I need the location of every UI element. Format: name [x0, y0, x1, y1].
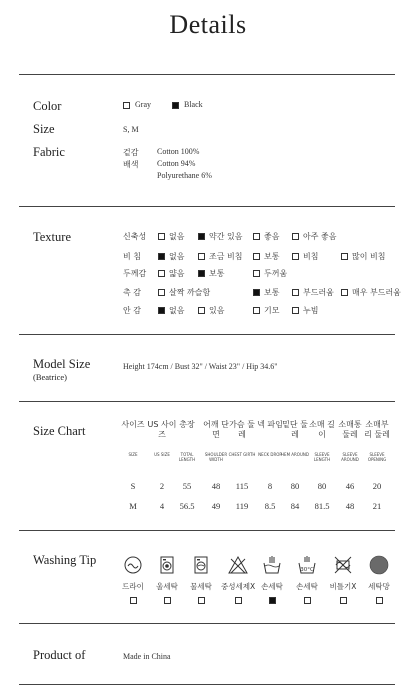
divider — [19, 401, 395, 402]
texture-checkbox[interactable] — [198, 233, 205, 240]
size-chart-cell: 80 — [290, 481, 300, 491]
texture-option-label: 기모 — [264, 306, 280, 315]
size-chart-cell: 8 — [267, 481, 273, 491]
texture-option-label: 조금 비침 — [209, 252, 243, 261]
color-option-label: Black — [184, 100, 203, 109]
size-chart-header: 사이즈 — [121, 420, 145, 429]
fabric-label: Fabric — [33, 145, 65, 159]
hand-wash-30-icon — [297, 555, 317, 575]
texture-checkbox[interactable] — [158, 233, 165, 240]
texture-checkbox[interactable] — [341, 253, 348, 260]
texture-checkbox[interactable] — [292, 307, 299, 314]
size-label: Size — [33, 122, 55, 136]
color-option-label: Gray — [135, 100, 151, 109]
size-chart-cell: 115 — [235, 481, 249, 491]
size-chart-subheader: SHOULDER WIDTH — [204, 452, 228, 462]
product-of-value: Made in China — [123, 652, 171, 661]
svg-text:30°C: 30°C — [300, 567, 314, 573]
model-name: (Beatrice) — [33, 372, 67, 382]
size-chart-subheader: SLEEVE OPENING — [367, 452, 387, 462]
hand-wash-icon — [262, 555, 282, 575]
size-chart-cell: 84 — [290, 501, 300, 511]
size-chart-cell: 49 — [211, 501, 221, 511]
fabric-value: Cotton 94% — [157, 159, 196, 168]
size-chart-cell: 55 — [182, 481, 192, 491]
texture-checkbox[interactable] — [158, 253, 165, 260]
fabric-value: Cotton 100% — [157, 147, 200, 156]
divider — [19, 74, 395, 75]
laundry-net-icon — [369, 555, 389, 575]
no-neutral-detergent-icon — [228, 555, 248, 575]
washing-checkbox[interactable] — [340, 597, 347, 604]
size-chart-subheader: HEM AROUND — [281, 452, 309, 457]
washing-label: 중성세제X — [221, 582, 256, 591]
size-chart-header: 가슴 둘레 — [229, 420, 255, 439]
texture-option-label: 얇음 — [169, 269, 185, 278]
washing-checkbox[interactable] — [164, 597, 171, 604]
texture-option-label: 아주 좋음 — [303, 232, 337, 241]
texture-option-label: 좋음 — [264, 232, 280, 241]
size-chart-subheader: CHEST GIRTH — [228, 452, 256, 457]
size-chart-header: 밑단 둘레 — [282, 420, 308, 439]
texture-option-label: 보통 — [264, 288, 280, 297]
size-chart-cell: 4 — [159, 501, 165, 511]
size-chart-cell: 119 — [235, 501, 249, 511]
texture-label: Texture — [33, 230, 71, 244]
divider — [19, 530, 395, 531]
texture-checkbox[interactable] — [158, 307, 165, 314]
size-chart-cell: 80 — [317, 481, 327, 491]
texture-option-label: 없음 — [169, 232, 185, 241]
size-chart-cell: 48 — [211, 481, 221, 491]
texture-checkbox[interactable] — [158, 270, 165, 277]
texture-checkbox[interactable] — [292, 253, 299, 260]
divider — [19, 623, 395, 624]
size-chart-subheader: SLEEVE LENGTH — [313, 452, 331, 462]
divider — [19, 334, 395, 335]
texture-option-label: 살짝 까슬함 — [169, 288, 211, 297]
size-chart-subheader: TOTAL LENGTH — [178, 452, 196, 462]
texture-checkbox[interactable] — [198, 253, 205, 260]
size-chart-subheader: US SIZE — [154, 452, 170, 457]
texture-row-name: 신축성 — [123, 232, 147, 241]
washing-label: 세탁망 — [368, 582, 390, 591]
page-title: Details — [169, 10, 247, 39]
fabric-part: 배색 — [123, 160, 139, 169]
texture-checkbox[interactable] — [253, 253, 260, 260]
color-checkbox-1[interactable] — [172, 102, 179, 109]
size-chart-subheader: SIZE — [128, 452, 138, 457]
texture-option-label: 약간 있음 — [209, 232, 243, 241]
washing-checkbox[interactable] — [235, 597, 242, 604]
wool-wash-icon — [157, 555, 177, 575]
size-chart-header: 소매 길이 — [309, 420, 335, 439]
size-chart-label: Size Chart — [33, 424, 86, 438]
dry-clean-icon — [123, 555, 143, 575]
texture-option-label: 없음 — [169, 306, 185, 315]
texture-row-name: 촉 감 — [123, 288, 141, 297]
size-chart-header: 넥 파임 — [257, 420, 283, 429]
size-chart-cell: 48 — [345, 501, 355, 511]
texture-checkbox[interactable] — [292, 233, 299, 240]
texture-checkbox[interactable] — [253, 289, 260, 296]
texture-option-label: 보통 — [209, 269, 225, 278]
size-chart-cell: 21 — [372, 501, 382, 511]
texture-checkbox[interactable] — [253, 307, 260, 314]
texture-checkbox[interactable] — [158, 289, 165, 296]
size-chart-cell: 2 — [159, 481, 165, 491]
texture-option-label: 비침 — [303, 252, 319, 261]
size-chart-cell: 46 — [345, 481, 355, 491]
color-label: Color — [33, 99, 62, 113]
size-chart-cell: S — [130, 481, 136, 491]
texture-option-label: 두꺼움 — [264, 269, 288, 278]
texture-row-name: 비 침 — [123, 252, 141, 261]
texture-option-label: 보통 — [264, 252, 280, 261]
size-chart-header: 소매부리 둘레 — [364, 420, 390, 439]
size-chart-cell: 81.5 — [314, 501, 330, 511]
texture-checkbox[interactable] — [198, 307, 205, 314]
washing-label: 손세탁 — [261, 582, 283, 591]
washing-label: 손세탁 — [296, 582, 318, 591]
size-chart-cell: 20 — [372, 481, 382, 491]
size-chart-cell: M — [129, 501, 137, 511]
washing-checkbox[interactable] — [269, 597, 276, 604]
size-chart-header: 어깨 단면 — [203, 420, 229, 439]
texture-option-label: 있음 — [209, 306, 225, 315]
size-chart-header: 소매통 둘레 — [338, 420, 362, 439]
washing-label: 물세탁 — [190, 582, 212, 591]
washing-label: 비틀기X — [329, 582, 357, 591]
product-of-label: Product of — [33, 648, 86, 662]
texture-checkbox[interactable] — [292, 289, 299, 296]
washing-checkbox[interactable] — [198, 597, 205, 604]
water-wash-icon — [191, 555, 211, 575]
washing-checkbox[interactable] — [304, 597, 311, 604]
size-chart-subheader: NECK DROP — [258, 452, 282, 457]
fabric-part: 겉감 — [123, 148, 139, 157]
fabric-value: Polyurethane 6% — [157, 171, 212, 180]
washing-checkbox[interactable] — [130, 597, 137, 604]
size-chart-subheader: SLEEVE AROUND — [341, 452, 359, 462]
texture-option-label: 누빔 — [303, 306, 319, 315]
texture-option-label: 매우 부드러움 — [352, 288, 401, 297]
texture-option-label: 부드러움 — [303, 288, 334, 297]
size-chart-cell: 8.5 — [264, 501, 276, 511]
size-value: S, M — [123, 125, 139, 134]
texture-option-label: 없음 — [169, 252, 185, 261]
no-wring-icon — [333, 555, 353, 575]
divider — [19, 684, 395, 685]
size-chart-cell: 56.5 — [179, 501, 195, 511]
divider — [19, 206, 395, 207]
washing-label: 드라이 — [122, 582, 144, 591]
model-size-label: Model Size — [33, 357, 91, 371]
texture-checkbox[interactable] — [253, 233, 260, 240]
washing-tip-label: Washing Tip — [33, 553, 97, 567]
color-checkbox-0[interactable] — [123, 102, 130, 109]
texture-checkbox[interactable] — [198, 270, 205, 277]
model-size-value: Height 174cm / Bust 32" / Waist 23" / Hip 34.6" — [123, 362, 278, 371]
size-chart-header: 총장 — [179, 420, 195, 429]
washing-checkbox[interactable] — [376, 597, 383, 604]
texture-option-label: 많이 비침 — [352, 252, 386, 261]
texture-row-name: 안 감 — [123, 306, 141, 315]
texture-checkbox[interactable] — [253, 270, 260, 277]
texture-checkbox[interactable] — [341, 289, 348, 296]
texture-row-name: 두께감 — [123, 269, 147, 278]
washing-label: 울세탁 — [156, 582, 178, 591]
size-chart-header: US 사이즈 — [147, 420, 177, 439]
